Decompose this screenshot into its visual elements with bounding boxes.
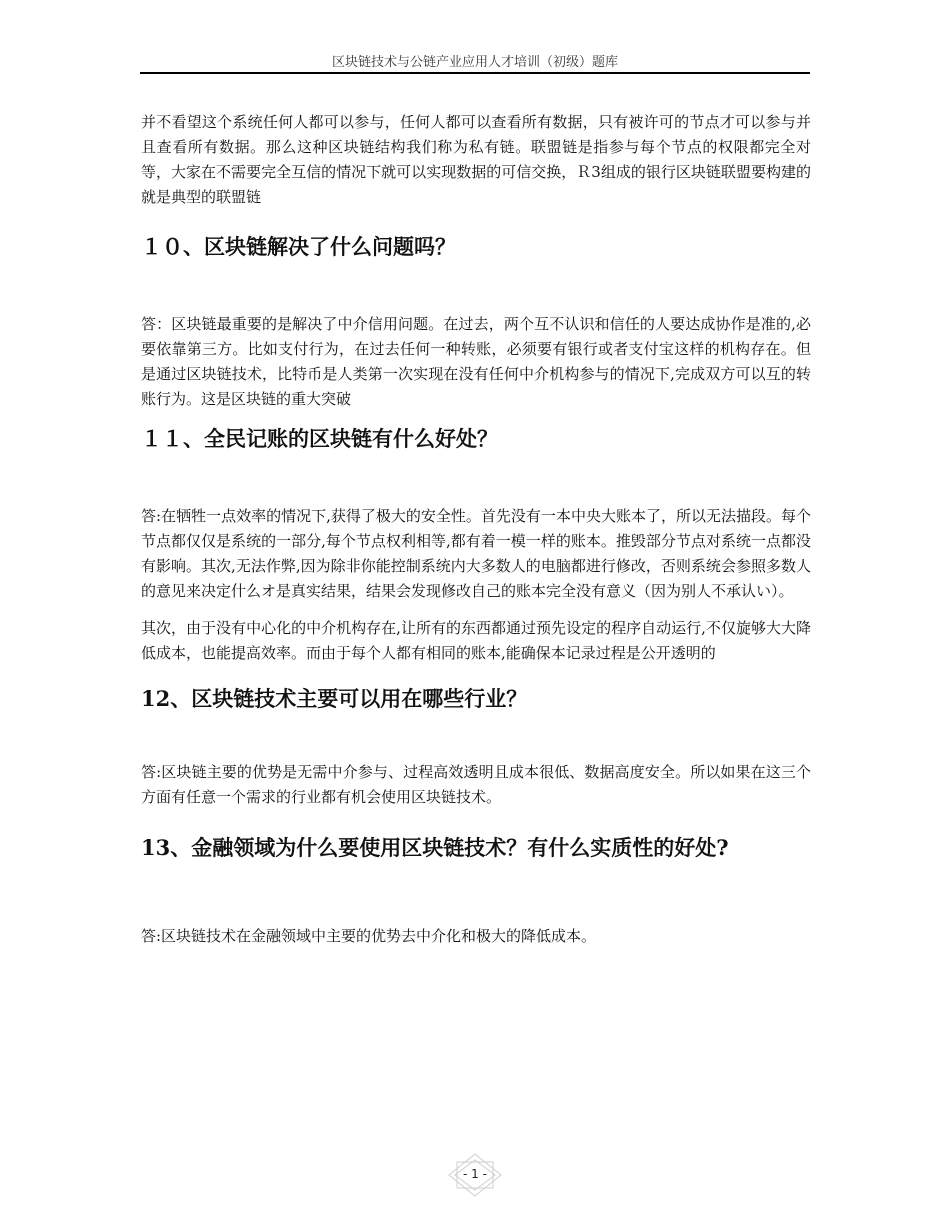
answer-12-paragraph: 答:区块链主要的优势是无需中介参与、过程高效透明且成本很低、数据高度安全。所以如果在这三个方面有任意一个需求的行业都有机会使用区块链技术。: [141, 763, 811, 806]
intro-paragraph: 并不看望这个系统任何人都可以参与，任何人都可以查看所有数据，只有被许可的节点才可以参与并且查看所有数据。那么这种区块链结构我们称为私有链。联盟链是指参与每个节点的权限都完全对等，大家在不需要完全互信的情况下就可以实现数据的可信交换，Ｒ3组成的银行区块链联盟要构建的就是典型的联盟链: [141, 113, 811, 206]
question-12-heading: 12、区块链技术主要可以用在哪些行业？: [141, 686, 528, 711]
answer-10-paragraph: 答：区块链最重要的是解决了中介信用问题。在过去，两个互不认识和信任的人要达成协作是准的,必要依靠第三方。比如支付行为，在过去任何一种转账，必须要有银行或者支付宝这样的机构存在。但是通过区块链技术，比特币是人类第一次实现在没有任何中介机构参与的情况下,完成双方可以互的转账行为。这是区块链的重大突破: [141, 315, 811, 408]
header-rule: [140, 72, 810, 74]
page-content: [141, 110, 811, 961]
answer-11-paragraph-1: 答:在牺牲一点效率的情况下,获得了极大的安全性。首先没有一本中央大账本了，所以无法描段。每个节点都仅仅是系统的一部分,每个节点权利相等,都有着一模一样的账本。推毁部分节点对系统一点都没有影响。其次,无法作弊,因为除非你能控制系统内大多数人的电脑都进行修改，否则系统会参照多数人的意见来决定什么オ是真实结果，结果会发现修改自己的账本完全没有意义（因为别人不承认い）。: [141, 507, 811, 600]
question-11-heading: １１、全民记账的区块链有什么好处？: [141, 426, 498, 451]
answer-11-paragraph-2: 其次，由于没有中心化的中介机构存在,让所有的东西都通过预先设定的程序自动运行,不仅旋够大大降低成本，也能提高效率。而由于每个人都有相同的账本,能确保本记录过程是公开透明的: [141, 619, 811, 662]
page-number: - 1 -: [463, 1167, 487, 1181]
running-header: 区块链技术与公链产业应用人才培训（初级）题库: [331, 55, 618, 70]
question-10-heading: １０、区块链解决了什么问题吗？: [141, 234, 456, 259]
question-13-heading: 13、金融领域为什么要使用区块链技术？有什么实质性的好处?: [141, 835, 729, 860]
answer-13-paragraph: 答:区块链技术在金融领域中主要的优势去中介化和极大的降低成本。: [141, 927, 597, 945]
page-footer: [0, 1160, 950, 1190]
